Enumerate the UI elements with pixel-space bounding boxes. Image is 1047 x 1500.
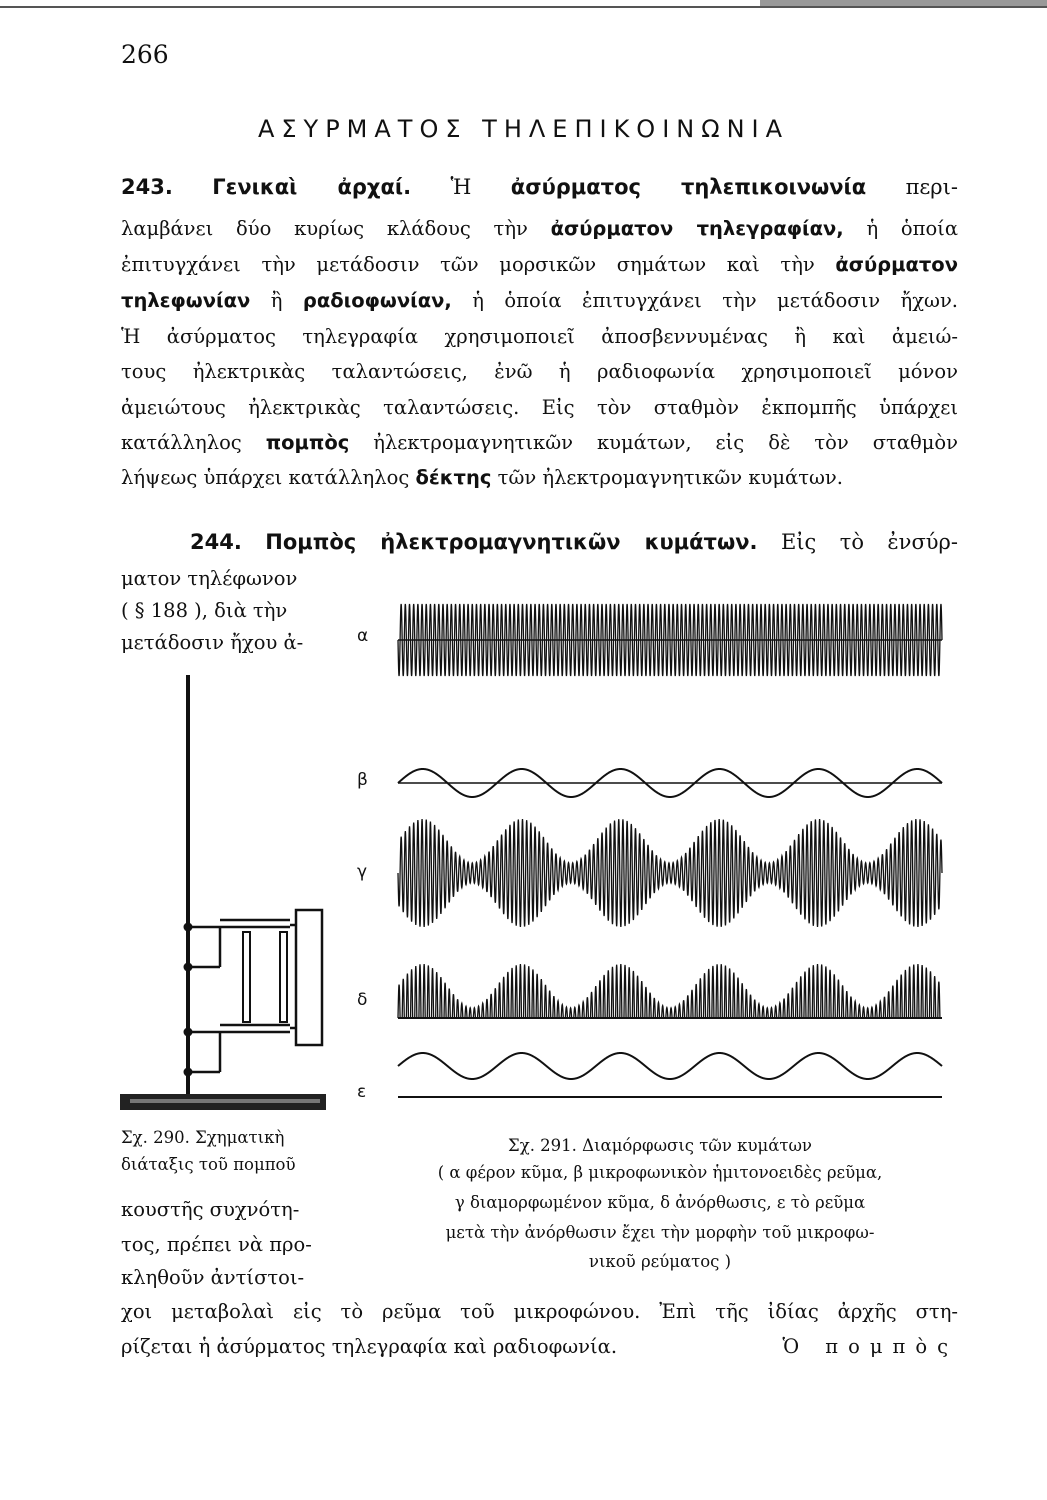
bold-term: πομπὸς (265, 431, 350, 454)
text-fragment: τῶν ἠλεκτρομαγνητικῶν κυμάτων. (491, 466, 843, 489)
fig291-caption-line-3: γ διαμορφωμένον κῦμα, δ ἀνόρθωσις, ε τὸ ρεῦμα (454, 1193, 866, 1212)
wave-label-epsilon: ε (357, 1082, 367, 1102)
text-fragment: περι- (866, 175, 958, 199)
sec244-line-8: χοι μεταβολαὶ εἰς τὸ ρεῦμα τοῦ μικροφώνου. Ἐπὶ τῆς ἰδίας ἀρχῆς στη- (121, 1300, 958, 1323)
sec244-line-2: ματον τηλέφωνον (121, 567, 298, 590)
text-fragment: Εἰς τὸ ἐνσύρ- (780, 530, 958, 554)
text-fragment: Ὁ πομπὸς (782, 1335, 958, 1358)
sec244-line-4: μετάδοσιν ἤχου ἀ- (121, 631, 304, 654)
text-fragment: Ἡ (450, 175, 511, 199)
text-fragment: ρίζεται ἡ ἀσύρματος τηλεγραφία καὶ ραδιοφωνία. (121, 1335, 618, 1358)
text-fragment: ἡ ὁποία (843, 217, 958, 240)
text-fragment: κατάλληλος (121, 431, 266, 454)
fig291-caption-line-2: ( α φέρον κῦμα, β μικροφωνικὸν ἡμιτονοειδὲς ρεῦμα, (437, 1163, 883, 1182)
bold-term: ραδιοφωνίαν, (302, 289, 452, 312)
wave-label-delta: δ (357, 990, 368, 1010)
sec243-number: 243. (121, 175, 173, 199)
text-fragment: ἡ ὁποία ἐπιτυγχάνει τὴν μετάδοσιν ἤχων. (451, 289, 958, 312)
envelope-current-epsilon (398, 1053, 942, 1079)
sec244-line-6: τος, πρέπει νὰ προ- (121, 1233, 312, 1256)
wave-label-alpha: α (357, 626, 369, 646)
wave-label-gamma: γ (357, 862, 368, 882)
wave-label-beta: β (357, 770, 368, 790)
bold-term: ἀσύρματον (835, 253, 958, 276)
chapter-heading: ΑΣΥΡΜΑΤΟΣ ΤΗΛΕΠΙΚΟΙΝΩΝΙΑ (257, 115, 790, 143)
sec244-number: 244. (190, 530, 242, 554)
sec244-title: Πομπὸς ἠλεκτρομαγνητικῶν κυμάτων. (265, 530, 758, 554)
fig291-caption-line-4: μετὰ τὴν ἀνόρθωσιν ἔχει τὴν μορφὴν τοῦ μικροφω- (445, 1223, 875, 1242)
sec243-line-5: Ἡ ἀσύρματος τηλεγραφία χρησιμοποιεῖ ἀποσβεννυμένας ἢ καὶ ἀμειώ- (121, 325, 958, 348)
text-fragment: ἠλεκτρομαγνητικῶν κυμάτων, εἰς δὲ τὸν σταθμὸν (349, 431, 958, 454)
bold-term: τηλεφωνίαν (121, 289, 251, 312)
sec244-line-7: κληθοῦν ἀντίστοι- (121, 1266, 305, 1289)
fig290-caption-line-1: Σχ. 290. Σχηματικὴ (121, 1128, 285, 1147)
page-number: 266 (121, 40, 169, 69)
text-fragment: λαμβάνει δύο κυρίως κλάδους τὴν (121, 217, 551, 240)
text-fragment: ἐπιτυγχάνει τὴν μετάδοσιν τῶν μορσικῶν σημάτων καὶ τὴν (121, 253, 836, 276)
fig290-caption-line-2: διάταξις τοῦ πομποῦ (121, 1155, 296, 1174)
bold-term: ἀσύρματος τηλεπικοινωνία (510, 175, 867, 199)
rectified-wave-delta (398, 964, 942, 1018)
bold-term: ἀσύρματον τηλεγραφίαν, (550, 217, 844, 240)
fig291-caption-line-1: Σχ. 291. Διαμόρφωσις τῶν κυμάτων (508, 1136, 812, 1155)
sec244-line-3: ( § 188 ), διὰ τὴν (121, 599, 288, 622)
fig291-caption-line-5: νικοῦ ρεύματος ) (588, 1252, 732, 1271)
sec243-line-7: ἀμειώτους ἠλεκτρικὰς ταλαντώσεις. Εἰς τὸν σταθμὸν ἐκπομπῆς ὑπάρχει (121, 396, 958, 419)
text-fragment: ἢ (250, 289, 303, 312)
sec243-title: Γενικαὶ ἀρχαί. (212, 175, 412, 199)
text-fragment: λήψεως ὑπάρχει κατάλληλος (121, 466, 416, 489)
sec244-line-5: κουστῆς συχνότη- (121, 1198, 300, 1221)
bold-term: δέκτης (415, 466, 492, 489)
modulated-wave-gamma (398, 819, 942, 927)
sec243-line-6: τους ἠλεκτρικὰς ταλαντώσεις, ἐνῶ ἡ ραδιοφωνία χρησιμοποιεῖ μόνον (121, 360, 958, 383)
